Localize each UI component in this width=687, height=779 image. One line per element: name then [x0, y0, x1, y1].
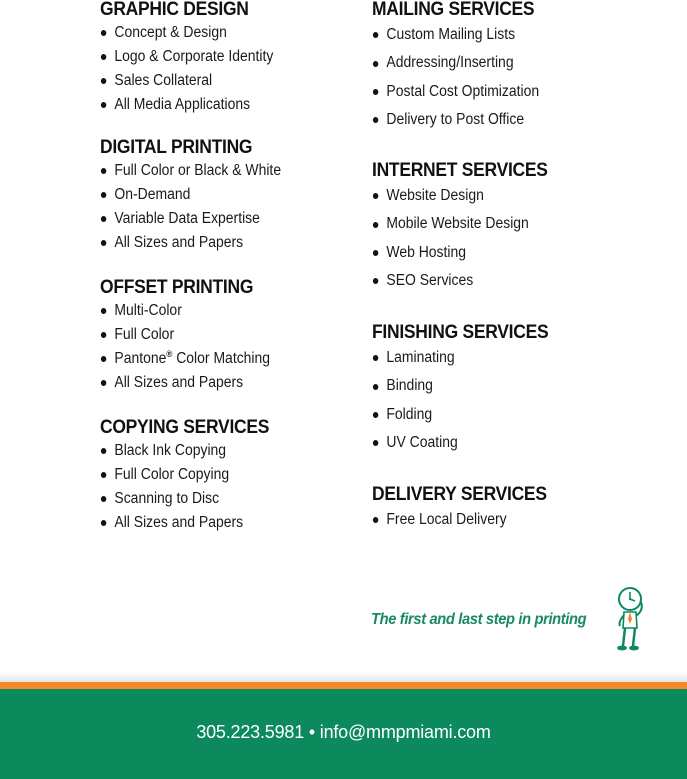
section-internet-services: [372, 160, 662, 296]
list-item: Scanning to Disc: [100, 487, 325, 511]
list-item: Mobile Website Design: [372, 210, 633, 238]
list-item: Full Color or Black & White: [100, 159, 325, 183]
bullet-icon: [101, 472, 106, 478]
section-heading: GRAPHIC DESIGN: [100, 0, 249, 20]
bullet-icon: [373, 440, 378, 446]
list-item: All Sizes and Papers: [100, 511, 325, 535]
section-heading: DIGITAL PRINTING: [100, 137, 253, 158]
email-link[interactable]: info@mmpmiami.com: [319, 722, 491, 742]
list-item: Binding: [372, 372, 633, 400]
section-finishing-services: [372, 322, 662, 458]
section-heading: MAILING SERVICES: [372, 0, 535, 20]
bullet-icon: [101, 356, 106, 362]
list-item: Multi-Color: [100, 299, 325, 323]
section-offset-printing: [100, 277, 350, 395]
bullet-icon: [101, 380, 106, 386]
bullet-icon: [101, 30, 106, 36]
bullet-icon: [373, 384, 378, 390]
bullet-icon: [373, 412, 378, 418]
list-item: Pantone® Color Matching: [100, 347, 325, 371]
list-item: All Sizes and Papers: [100, 231, 325, 255]
section-heading: OFFSET PRINTING: [100, 277, 254, 298]
section-copying-services: [100, 417, 350, 535]
bullet-icon: [373, 517, 378, 523]
list-item: SEO Services: [372, 267, 633, 295]
footer-orange-stripe: [0, 682, 687, 689]
list-item: Logo & Corporate Identity: [100, 45, 325, 69]
bullet-icon: [101, 308, 106, 314]
list-item: Laminating: [372, 344, 633, 372]
list-item: UV Coating: [372, 429, 633, 457]
list-item: Full Color Copying: [100, 463, 325, 487]
bullet-icon: [373, 222, 378, 228]
section-digital-printing: [100, 137, 350, 255]
section-heading: INTERNET SERVICES: [372, 160, 548, 181]
list-item: Postal Cost Optimization: [372, 78, 633, 106]
bullet-icon: [373, 32, 378, 38]
registered-mark: ®: [166, 349, 173, 359]
contact-line: [0, 722, 687, 743]
list-item: Website Design: [372, 182, 633, 210]
bullet-icon: [101, 192, 106, 198]
bullet-icon: [101, 496, 106, 502]
bullet-icon: [373, 278, 378, 284]
bullet-icon: [101, 54, 106, 60]
service-list: [372, 344, 662, 458]
bullet-icon: [101, 240, 106, 246]
bullet-icon: [101, 78, 106, 84]
bullet-icon: [101, 448, 106, 454]
list-item: Concept & Design: [100, 21, 325, 45]
phone-number: 305.223.5981: [196, 722, 305, 742]
bullet-icon: [373, 117, 378, 123]
tagline: The first and last step in printing: [371, 611, 587, 628]
bullet-icon: [101, 216, 106, 222]
list-item: All Media Applications: [100, 93, 325, 117]
bullet-icon: [101, 332, 106, 338]
list-item: Free Local Delivery: [372, 506, 633, 534]
section-heading: COPYING SERVICES: [100, 417, 270, 438]
separator: •: [308, 722, 315, 742]
list-item: On-Demand: [100, 183, 325, 207]
bullet-icon: [373, 250, 378, 256]
clock-mascot-icon: [606, 586, 650, 652]
section-graphic-design: [100, 0, 350, 117]
service-list: [100, 439, 350, 535]
bullet-icon: [101, 102, 106, 108]
bullet-icon: [373, 89, 378, 95]
list-item: Custom Mailing Lists: [372, 21, 633, 49]
list-item: Variable Data Expertise: [100, 207, 325, 231]
service-list: [372, 506, 662, 534]
bullet-icon: [373, 61, 378, 67]
service-list: [372, 182, 662, 296]
list-item: Delivery to Post Office: [372, 106, 633, 134]
list-item: Black Ink Copying: [100, 439, 325, 463]
bullet-icon: [373, 355, 378, 361]
section-mailing-services: [372, 0, 662, 135]
service-list: [100, 159, 350, 255]
service-list: [100, 299, 350, 395]
section-delivery-services: [372, 484, 662, 534]
list-item: Full Color: [100, 323, 325, 347]
list-item: Folding: [372, 401, 633, 429]
list-item: Sales Collateral: [100, 69, 325, 93]
section-heading: FINISHING SERVICES: [372, 322, 549, 343]
bullet-icon: [373, 193, 378, 199]
service-list: [372, 21, 662, 135]
bullet-icon: [101, 168, 106, 174]
section-heading: DELIVERY SERVICES: [372, 484, 547, 505]
list-item: Addressing/Inserting: [372, 49, 633, 77]
list-item: All Sizes and Papers: [100, 371, 325, 395]
service-list: [100, 21, 350, 117]
bullet-icon: [101, 520, 106, 526]
list-item: Web Hosting: [372, 239, 633, 267]
